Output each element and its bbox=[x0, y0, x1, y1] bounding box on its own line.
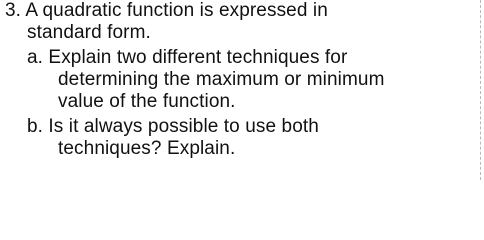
part-a-line-3: value of the function. bbox=[58, 91, 236, 112]
question-stem-line-1: 3. A quadratic function is expressed in bbox=[5, 0, 328, 21]
page-edge-divider bbox=[480, 0, 481, 180]
part-b-line-2: techniques? Explain. bbox=[58, 138, 236, 159]
question-stem-line-2: standard form. bbox=[27, 22, 151, 43]
part-a-line-2: determining the maximum or minimum bbox=[58, 69, 385, 90]
part-b-line-1: b. Is it always possible to use both bbox=[27, 116, 319, 137]
part-a-line-1: a. Explain two different techniques for bbox=[27, 47, 348, 68]
